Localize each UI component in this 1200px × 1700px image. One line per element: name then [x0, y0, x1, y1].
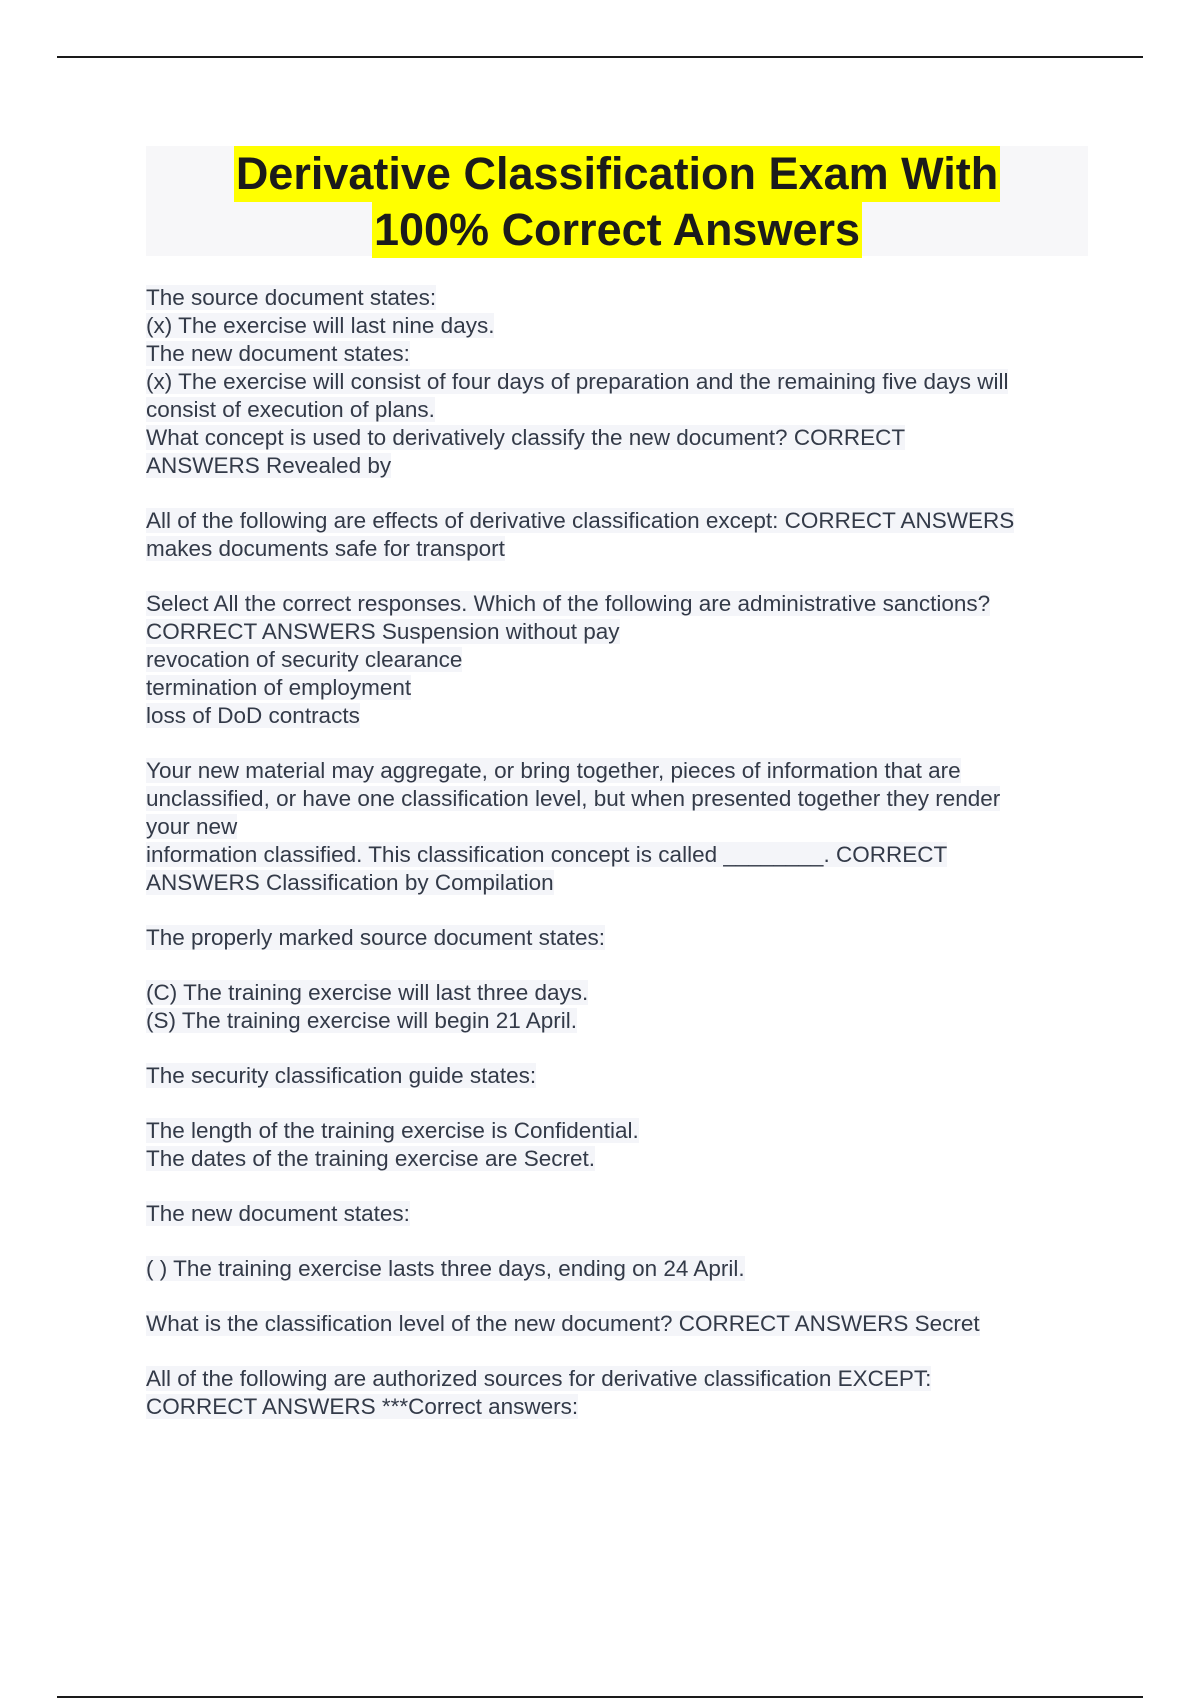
new-document-line: [146, 1255, 1106, 1283]
text-line: (x) The exercise will last nine days.: [146, 313, 495, 338]
question-block-1: [146, 284, 1106, 480]
document-title-box: [146, 146, 1088, 256]
guide-heading: [146, 1062, 1106, 1090]
question-block-6: [146, 1310, 1106, 1338]
text-line: The source document states:: [146, 285, 437, 310]
question-block-3: [146, 590, 1106, 730]
text-line: What is the classification level of the new document? CORRECT ANSWERS Secret: [146, 1311, 980, 1336]
question-block-7: [146, 1365, 1106, 1421]
text-line: All of the following are authorized sources for derivative classification EXCEPT:: [146, 1366, 932, 1391]
question-block-5: [146, 924, 1106, 952]
text-line: termination of employment: [146, 675, 412, 700]
question-block-2: [146, 507, 1106, 563]
text-line: makes documents safe for transport: [146, 536, 505, 561]
new-document-heading: [146, 1200, 1106, 1228]
document-title-line-2: 100% Correct Answers: [372, 202, 862, 258]
text-line: The new document states:: [146, 341, 410, 366]
text-line: (C) The training exercise will last three days.: [146, 980, 589, 1005]
text-line: CORRECT ANSWERS Suspension without pay: [146, 619, 620, 644]
text-line: your new: [146, 814, 238, 839]
text-line: The properly marked source document states:: [146, 925, 605, 950]
text-line: (S) The training exercise will begin 21 April.: [146, 1008, 578, 1033]
text-line: CORRECT ANSWERS ***Correct answers:: [146, 1394, 579, 1419]
text-line: information classified. This classification concept is called ________. CORRECT: [146, 842, 948, 867]
text-line: loss of DoD contracts: [146, 703, 360, 728]
text-line: ANSWERS Revealed by: [146, 453, 392, 478]
text-line: Your new material may aggregate, or bring together, pieces of information that are: [146, 758, 961, 783]
text-line: The dates of the training exercise are Secret.: [146, 1146, 595, 1171]
footer-divider: [57, 1696, 1143, 1698]
text-line: The security classification guide states:: [146, 1063, 537, 1088]
header-divider: [57, 56, 1143, 58]
text-line: (x) The exercise will consist of four days of preparation and the remaining five days will: [146, 369, 1009, 394]
text-line: consist of execution of plans.: [146, 397, 435, 422]
document-body: [146, 284, 1106, 1421]
text-line: What concept is used to derivatively classify the new document? CORRECT: [146, 425, 906, 450]
text-line: ANSWERS Classification by Compilation: [146, 870, 554, 895]
text-line: The new document states:: [146, 1201, 410, 1226]
text-line: All of the following are effects of derivative classification except: CORRECT ANSWERS: [146, 508, 1015, 533]
text-line: The length of the training exercise is Confidential.: [146, 1118, 639, 1143]
text-line: Select All the correct responses. Which of the following are administrative sanctions?: [146, 591, 991, 616]
question-block-4: [146, 757, 1106, 897]
text-line: unclassified, or have one classification level, but when presented together they render: [146, 786, 1001, 811]
document-title-line-1: Derivative Classification Exam With: [234, 146, 1000, 202]
guide-lines: [146, 1117, 1106, 1173]
text-line: revocation of security clearance: [146, 647, 463, 672]
source-document-lines: [146, 979, 1106, 1035]
text-line: ( ) The training exercise lasts three days, ending on 24 April.: [146, 1256, 745, 1281]
